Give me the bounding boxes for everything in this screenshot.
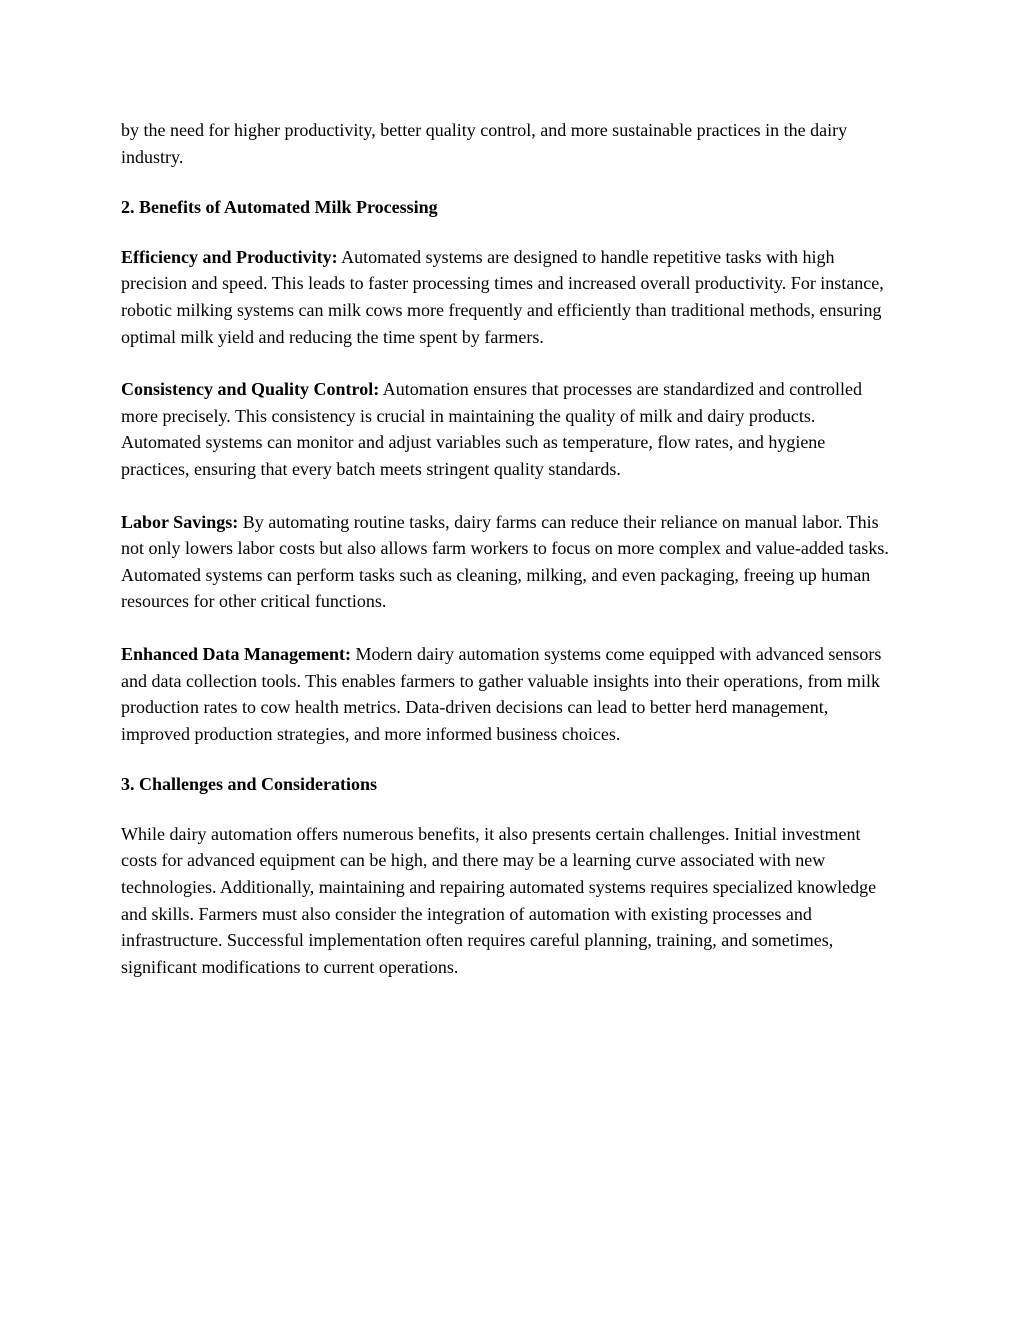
paragraph-lead-quality-control: Consistency and Quality Control: [121,379,380,400]
paragraph-challenges: While dairy automation offers numerous benefits, it also presents certain challenges. Initial investment costs for advanced equipment can be high, and there may be a learning curve associated with new technologies. Additionally, maintaining and repairing automated systems requires specialized knowledge and skills. Farmers must also consider the integration of automation with existing processes and infrastructure. Successful implementation often requires careful planning, training, and sometimes, significant modifications to current operations. [121,823,877,977]
document-page [121,117,896,1006]
paragraph-lead-efficiency: Efficiency and Productivity: [121,246,338,267]
paragraph-text-labor-savings: By automating routine tasks, dairy farms can reduce their reliance on manual labor. This not only lowers labor costs but also allows farm workers to focus on more complex and value-added tasks. Automated systems can perform tasks such as cleaning, milking, and even packaging, freeing up human resources for other critical functions. [121,511,889,612]
section-heading-benefits: 2. Benefits of Automated Milk Processing [121,197,438,218]
paragraph-data-management [121,641,896,747]
paragraph-labor-savings [121,509,896,615]
paragraph-efficiency [121,244,896,350]
paragraph-lead-data-management: Enhanced Data Management: [121,643,351,664]
paragraph-text-efficiency: Automated systems are designed to handle repetitive tasks with high precision and speed. This leads to faster processing times and increased overall productivity. For instance, robotic milking systems can milk cows more frequently and efficiently than traditional methods, ensuring optimal milk yield and reducing the time spent by farmers. [121,246,884,347]
section-heading-challenges: 3. Challenges and Considerations [121,774,378,795]
paragraph-lead-labor-savings: Labor Savings: [121,511,239,532]
paragraph-quality-control [121,376,896,482]
continuation-paragraph: by the need for higher productivity, better quality control, and more sustainable practices in the dairy industry. [121,120,848,167]
paragraph-text-quality-control: Automation ensures that processes are standardized and controlled more precisely. This consistency is crucial in maintaining the quality of milk and dairy products. Automated systems can monitor and adjust variables such as temperature, flow rates, and hygiene practices, ensuring that every batch meets stringent quality standards. [121,379,863,479]
paragraph-text-data-management: Modern dairy automation systems come equipped with advanced sensors and data collection tools. This enables farmers to gather valuable insights into their operations, from milk production rates to cow health metrics. Data-driven decisions can lead to better herd management, improved production strategies, and more informed business choices. [121,643,882,744]
